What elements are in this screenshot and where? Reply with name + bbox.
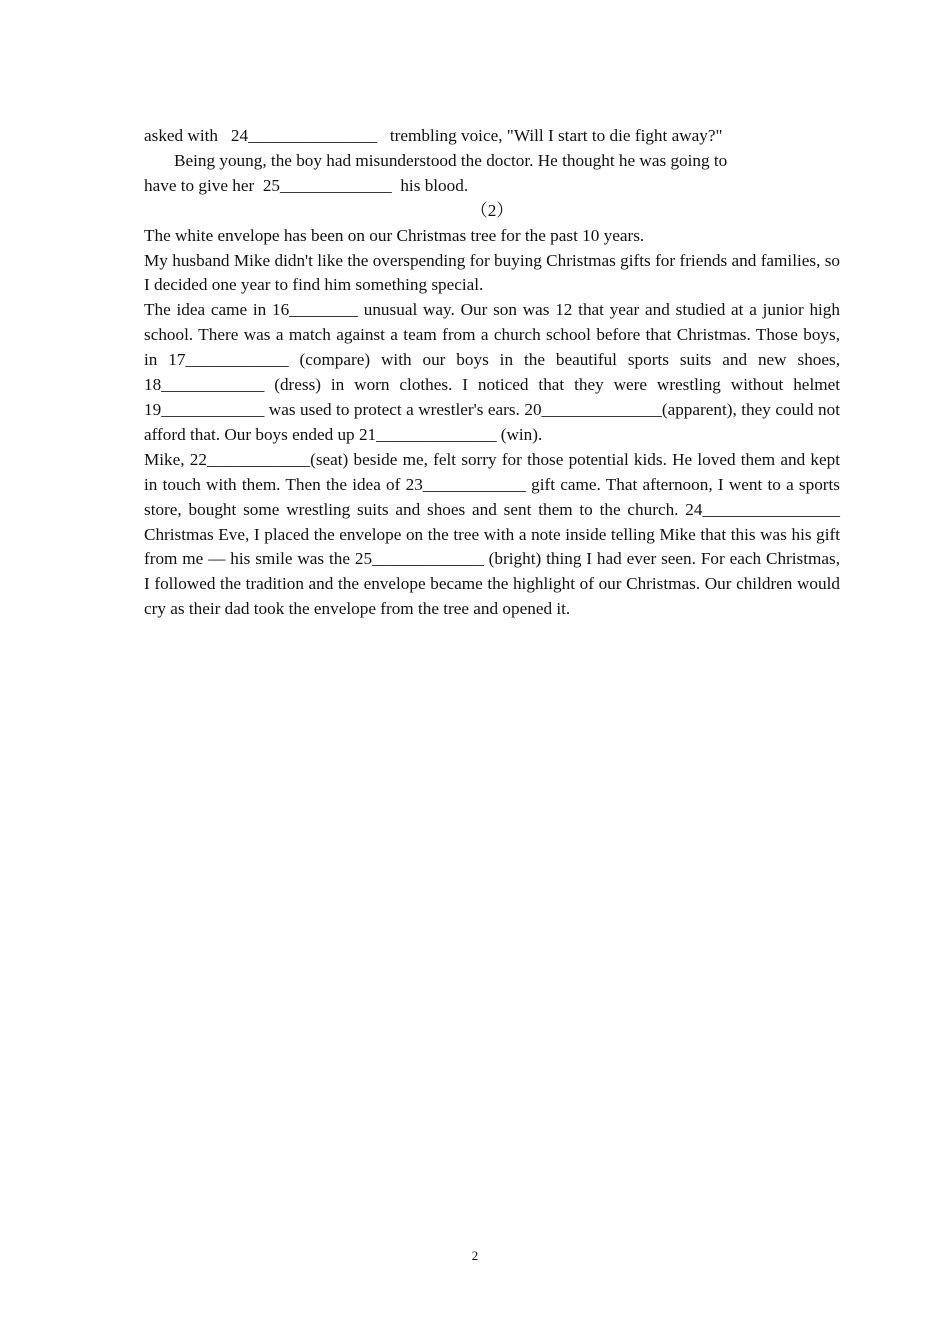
paragraph: Mike, 22____________(seat) beside me, felt sorry for those potential kids. He loved them and kept in touch with them. Then the idea of 23____________ gift came. That afternoon, I went to a sports store, bought some wrestling suits and shoes and sent them to the church. 24________________ Christmas Eve, I placed the envelope on the tree with a note inside telling Mike that this was his gift from me — his smile was the 25_____________ (bright) thing I had ever seen. For each Christmas, I followed the tradition and the envelope became the highlight of our Christmas. Our children would cry as their dad took the envelope from the tree and opened it.	[144, 449, 840, 619]
text-line: asked with 24_______________ trembling voice, "Will I start to die fight away?"	[144, 126, 723, 145]
paragraph: The idea came in 16________ unusual way. Our son was 12 that year and studied at a junior high school. There was a match against a team from a church school before that Christmas. Those boys, in 17____________ (compare) with our boys in the beautiful sports suits and new shoes, 18____________ (dress) in worn clothes. I noticed that they were wrestling without helmet 19____________ was used to protect a wrestler's ears. 20______________(apparent), they could not afford that. Our boys ended up 21______________ (win).	[144, 300, 840, 444]
paragraph: My husband Mike didn't like the overspending for buying Christmas gifts for friends and families, so I decided one year to find him something special.	[144, 250, 840, 295]
section-marker: （2）	[470, 200, 514, 220]
text-line: Being young, the boy had misunderstood the doctor. He thought he was going to	[174, 150, 728, 170]
paragraph: The white envelope has been on our Christmas tree for the past 10 years.	[144, 225, 645, 245]
page-number: 2	[471, 1248, 479, 1263]
document-body	[144, 124, 840, 622]
text-line: have to give her 25_____________ his blood.	[144, 175, 469, 195]
